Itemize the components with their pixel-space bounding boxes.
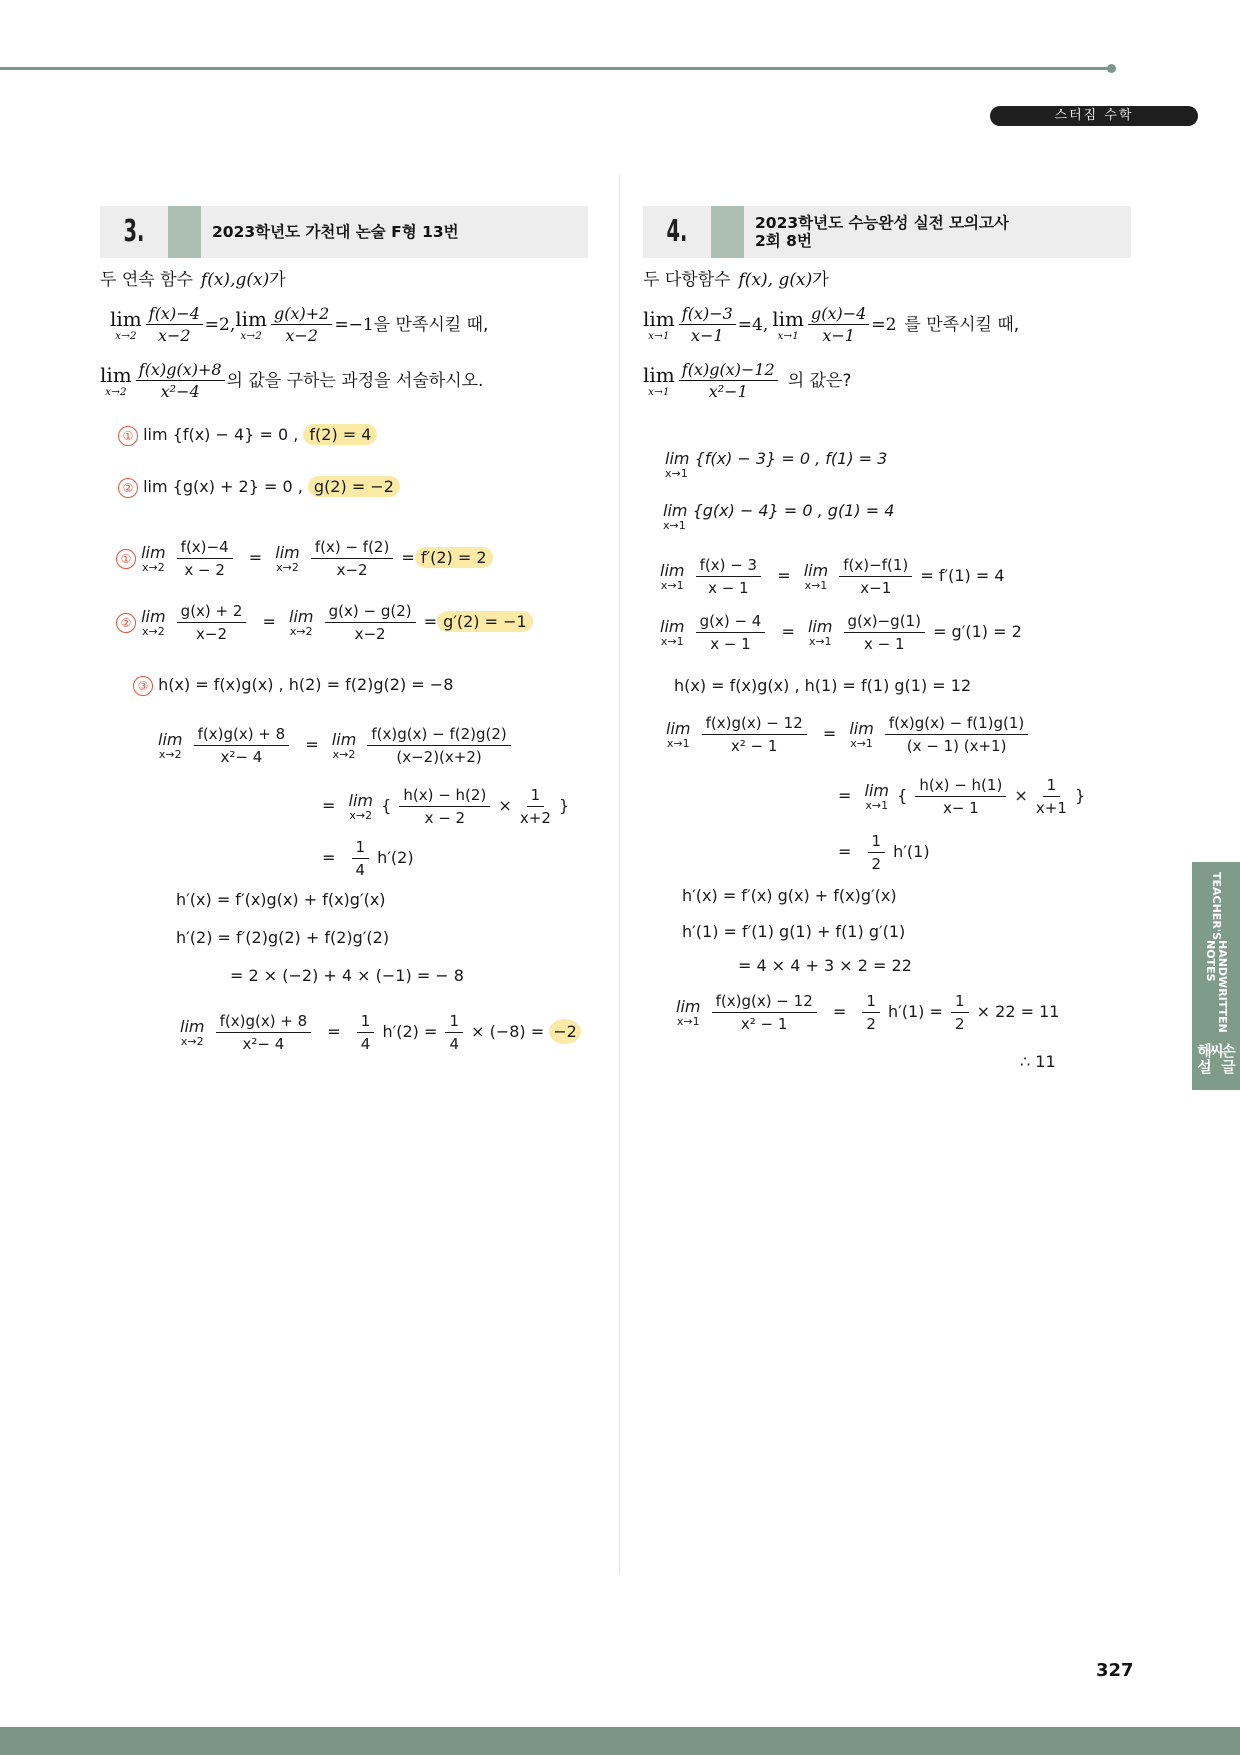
side-tab-line2: HANDWRITTEN NOTES xyxy=(1204,940,1229,1033)
limit-1: lim x→2 xyxy=(110,307,142,342)
problem-3 xyxy=(100,206,588,406)
h-definition: h(x) = f(x)g(x) , h(1) = f(1) g(1) = 12 xyxy=(674,676,972,695)
side-tab xyxy=(1192,862,1240,1090)
product-rule: h′(x) = f′(x)g(x) + f(x)g′(x) xyxy=(176,890,386,909)
problem-statement: 두 연속 함수 f(x),g(x) 가 lim x→2 $\frac{f(x)-4}{x-2}$ =2, lim x→2 $\frac{g(x)+2}{x-2}$ =−1 을 만족시킬 때, lim x→2 $\frac{f(x)g(x)+8}{\text{x²−4}}$ 의 값을 구하는 과정을 서술하시오. xyxy=(100,269,489,401)
problem-statement: 두 다항함수 f(x), g(x) 가 lim x→1 $\frac{f(x)-3}{x-1}$ =4, lim x→1 $\frac{g(x)-4}{x-1}$ =2 를 만족시킬 때, lim x→1 $\frac{f(x)g(x)-12}{\text{x²−1}}$ 의 값은? xyxy=(643,269,1020,401)
hprime2-value: = 2 × (−2) + 4 × (−1) = − 8 xyxy=(230,966,464,985)
highlight-final-answer: −2 xyxy=(549,1019,581,1044)
limit-ask: lim x→2 xyxy=(100,363,132,398)
fraction-ask: $\frac{f(x)g(x)+8}{\text{x²−4}}$ xyxy=(136,362,225,400)
highlight-f2: f(2) = 4 xyxy=(303,424,377,445)
problem-4 xyxy=(643,206,1131,406)
side-tab-title: 손글씨 해설 xyxy=(1195,1042,1237,1075)
page-number: 327 xyxy=(1096,1660,1134,1681)
step-1a-text: lim {f(x) − 4} = 0 , xyxy=(143,425,299,444)
top-rule-dot xyxy=(1107,64,1116,73)
side-tab-line1: TEACHER'S xyxy=(1210,872,1223,941)
column-divider xyxy=(619,175,620,1575)
top-rule xyxy=(0,67,1112,70)
step-marker: ① xyxy=(116,549,136,569)
fraction-2: $\frac{g(x)+2}{x-2}$ xyxy=(271,306,332,344)
h-definition: h(x) = f(x)g(x) , h(2) = f(2)g(2) = −8 xyxy=(158,675,454,694)
step-marker: ② xyxy=(116,613,136,633)
book-title-badge: 스터짐 수학 xyxy=(990,106,1198,126)
final-answer: ∴ 11 xyxy=(1020,1052,1056,1071)
header-accent xyxy=(168,206,201,258)
intro-text: 두 연속 함수 xyxy=(100,269,193,290)
product-rule-at-1: h′(1) = f′(1) g(1) + f(1) g′(1) xyxy=(682,922,906,941)
highlight-g2: g(2) = −2 xyxy=(308,476,400,497)
step-marker: ① xyxy=(118,426,138,446)
product-rule: h′(x) = f′(x) g(x) + f(x)g′(x) xyxy=(682,886,897,905)
func-names: f(x),g(x) xyxy=(200,269,270,290)
fraction-1: $\frac{f(x)-4}{x-2}$ xyxy=(146,306,203,344)
problem-source: 2023학년도 가천대 논술 F형 13번 xyxy=(212,223,459,241)
problem-number: 3. xyxy=(123,214,145,249)
hprime1-value: = 4 × 4 + 3 × 2 = 22 xyxy=(738,956,912,975)
highlight-gprime2: g′(2) = −1 xyxy=(437,611,533,632)
step-marker: ② xyxy=(118,478,138,498)
problem-header xyxy=(643,206,1131,258)
problem-number: 4. xyxy=(666,214,688,249)
ga-text: 가 xyxy=(269,269,286,290)
header-accent xyxy=(711,206,744,258)
product-rule-at-2: h′(2) = f′(2)g(2) + f(2)g′(2) xyxy=(176,928,390,947)
bottom-band xyxy=(0,1727,1240,1755)
step-marker: ③ xyxy=(133,676,153,696)
problem-source: 2023학년도 수능완성 실전 모의고사 2회 8번 xyxy=(755,214,1009,250)
step-2a-text: lim {g(x) + 2} = 0 , xyxy=(143,477,303,496)
highlight-fprime2: f′(2) = 2 xyxy=(415,547,493,568)
limit-2: lim x→2 xyxy=(235,307,268,342)
problem-header xyxy=(100,206,588,258)
